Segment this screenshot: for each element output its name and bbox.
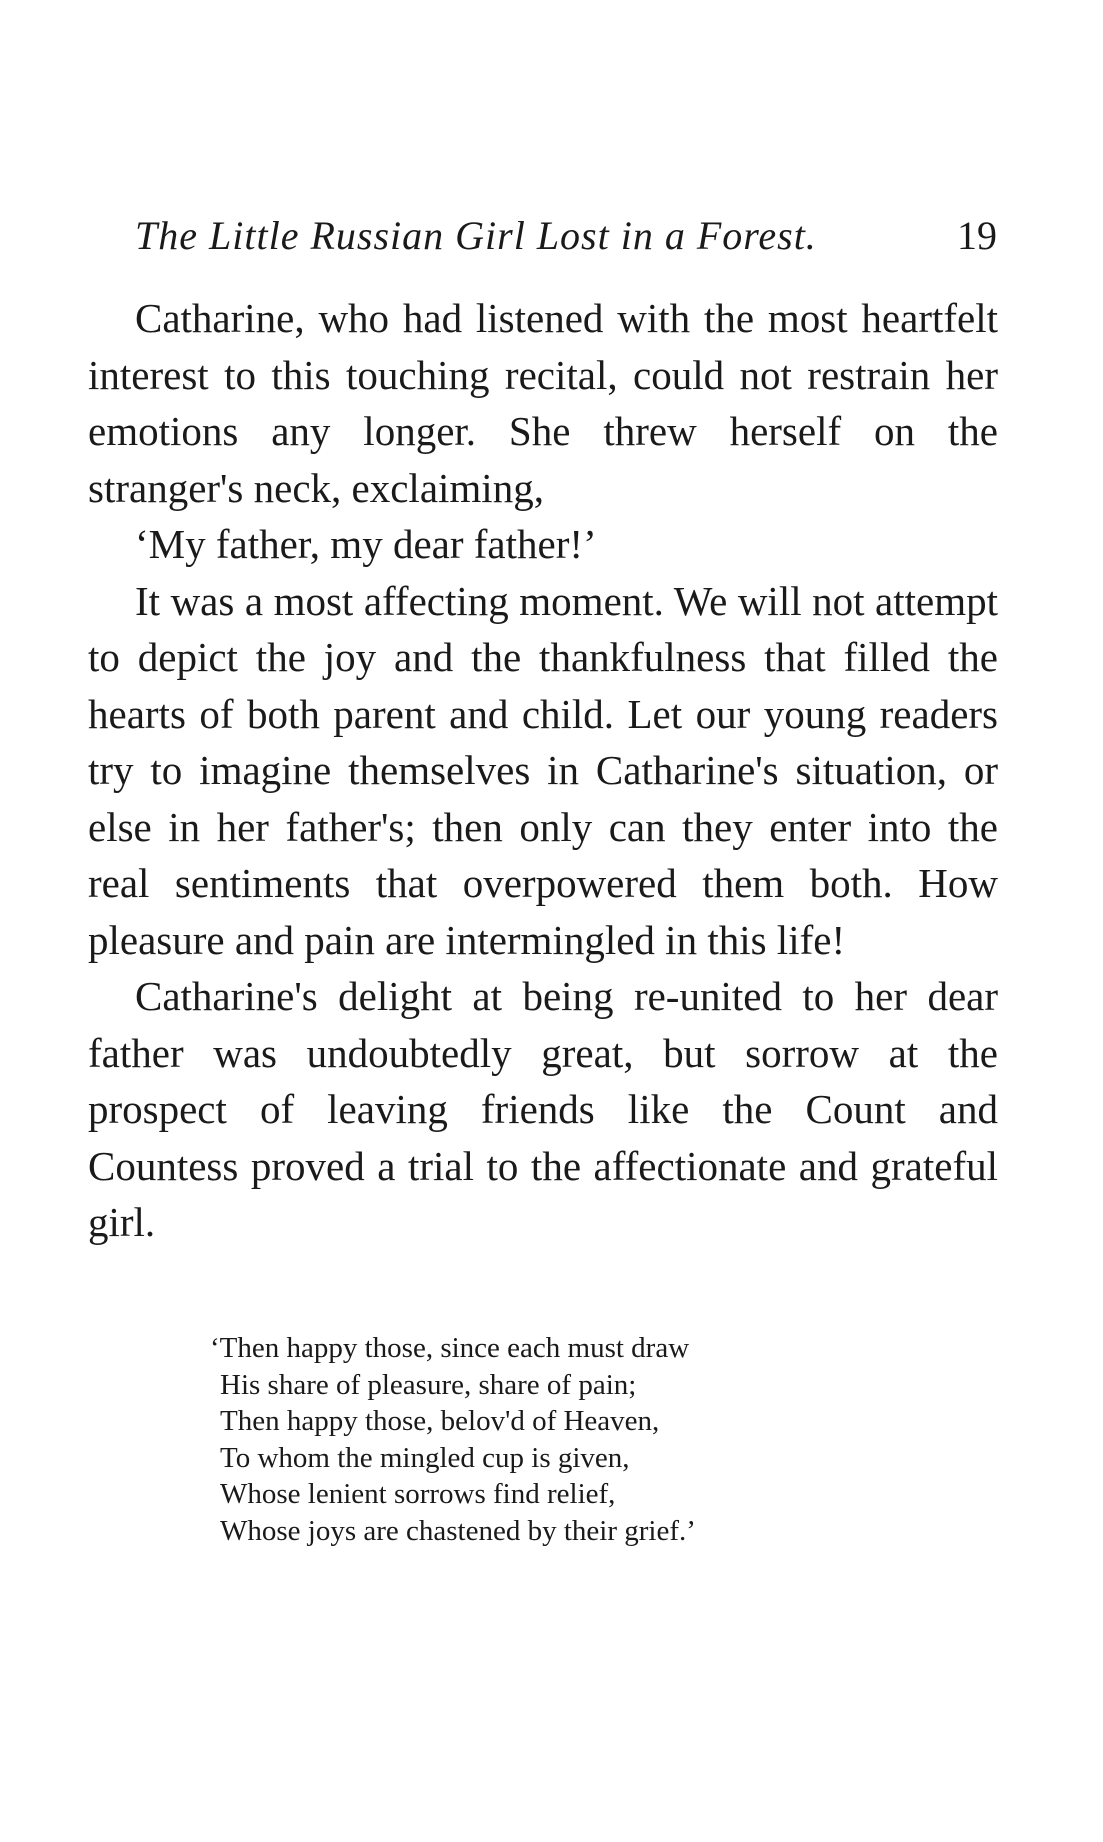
poem-line: To whom the mingled cup is given, [220, 1441, 630, 1474]
paragraph: Catharine, who had listened with the most heartfelt interest to this touching recital, could not restrain her emotions any longer. She threw herself on the stranger's neck, exclaiming, [88, 295, 998, 511]
paragraph: It was a most affecting moment. We will not attempt to depict the joy and the thankfulness that filled the hearts of both parent and child. Let our young readers try to imagine themselves in Catharine's situation, or else in her father's; then only can they enter into the real sentiments that overpowered them both. How pleasure and pain are intermingled in this life! [88, 577, 998, 963]
poem-line: Whose lenient sorrows find relief, [220, 1478, 616, 1510]
poem-line: ‘Then happy those, since each must draw [210, 1332, 690, 1364]
paragraph: Catharine's delight at being re-united to her dear father was undoubtedly great, but sorrow at the prospect of leaving friends like the Count and Countess proved a trial to the affectionate and grateful girl. [88, 973, 998, 1245]
poem-line: Then happy those, belov'd of Heaven, [220, 1405, 660, 1437]
poem-line: Whose joys are chastened by their grief.’ [220, 1514, 696, 1547]
running-title: The Little Russian Girl Lost in a Forest. [135, 213, 817, 258]
paragraph: ‘My father, my dear father!’ [135, 521, 597, 567]
page-number: 19 [957, 213, 997, 258]
poem-line: His share of pleasure, share of pain; [220, 1368, 637, 1401]
running-head [135, 212, 997, 264]
body-text [88, 290, 998, 1251]
poem-quotation [210, 1330, 696, 1549]
